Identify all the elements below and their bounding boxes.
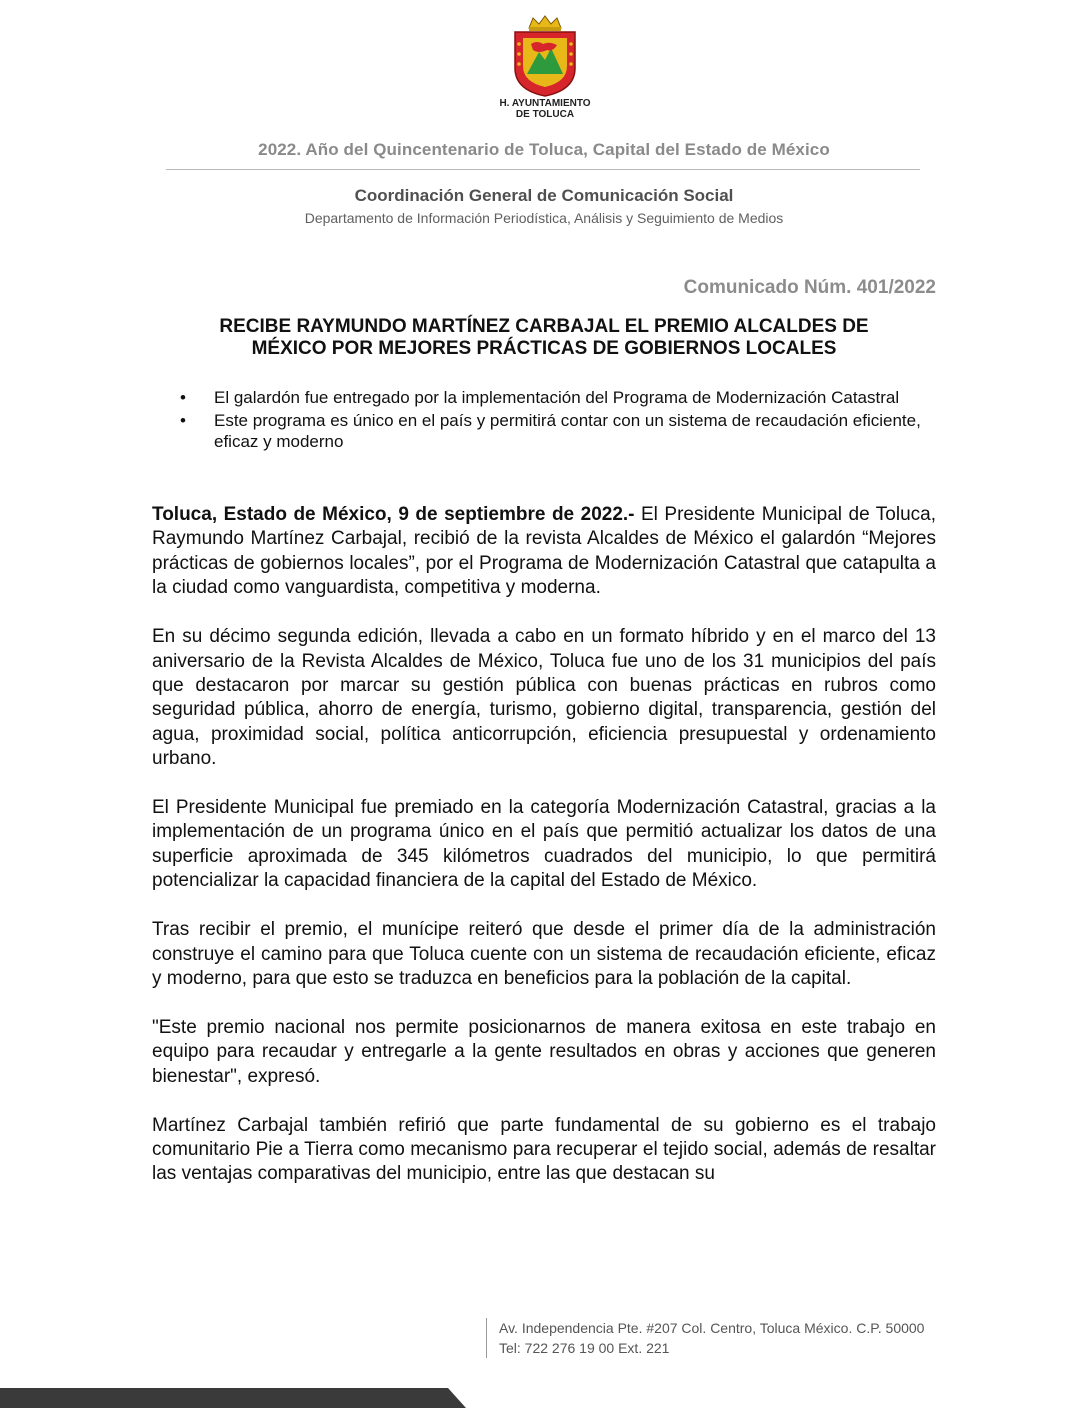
municipal-logo (490, 14, 600, 120)
paragraph-lead (152, 503, 936, 601)
footer-phone: Tel: 722 276 19 00 Ext. 221 (499, 1340, 670, 1356)
toluca-coat-of-arms-icon (507, 14, 583, 98)
bullet-text: El galardón fue entregado por la implementación del Programa de Modernización Catastral (214, 388, 900, 407)
headline (152, 316, 936, 360)
summary-bullet-item (180, 387, 940, 408)
paragraph: Tras recibir el premio, el munícipe reiteró que desde el primer día de la administración construye el camino para que Toluca cuente con un sistema de recaudación eficiente, eficaz y moderno, para que esto se traduzca en beneficios para la población de la capital. (152, 919, 936, 989)
department-subtitle: Departamento de Información Periodística, Análisis y Seguimiento de Medios (304, 210, 784, 226)
footer-address: Av. Independencia Pte. #207 Col. Centro, Toluca México. C.P. 50000 (499, 1320, 925, 1336)
paragraph: Martínez Carbajal también refirió que parte fundamental de su gobierno es el trabajo comunitario Pie a Tierra como mecanismo para recuperar el tejido social, además de resaltar las ventajas comparativas del municipio, entre las que destacan su (152, 1114, 936, 1185)
paragraph: En su décimo segunda edición, llevada a cabo en un formato híbrido y en el marco del 13 aniversario de la Revista Alcaldes de México, Toluca fue uno de los 31 municipios del país que destacaron por marcar su gestión pública con buenas prácticas en rubros como seguridad pública, ahorro de energía, turismo, gobierno digital, transparencia, gestión del agua, proximidad social, política anticorrupción, eficiencia presupuestal y ordenamiento urbano. (152, 626, 936, 770)
lead-text: El Presidente Municipal de Toluca, Raymundo Martínez Carbajal, recibió de la revista Alcaldes de México el galardón “Mejores prácticas de gobiernos locales”, por el Programa de Modernización Catastral que catapulta a la ciudad como vanguardista, competitiva y moderna. (152, 504, 936, 599)
header-divider (166, 169, 920, 170)
article-body (152, 503, 936, 1187)
dateline: Toluca, Estado de México, 9 de septiembre de 2022.- (152, 504, 635, 525)
headline-line-1: RECIBE RAYMUNDO MARTÍNEZ CARBAJAL EL PREMIO ALCALDES DE (219, 316, 869, 337)
footer-address-block (486, 1318, 924, 1358)
footer-bar (0, 1388, 1088, 1408)
bullet-dot-icon: • (180, 388, 186, 407)
paragraph: "Este premio nacional nos permite posicionarnos de manera exitosa en este trabajo en equipo para recaudar y entregarle a la gente resultados en obras y acciones que generen bienestar", expresó. (152, 1016, 936, 1087)
logo-caption-line2: DE TOLUCA (515, 109, 575, 120)
paragraph: El Presidente Municipal fue premiado en la categoría Modernización Catastral, gracias a la implementación de un programa único en el país que permitió actualizar los datos de una superficie aproximada de 345 kilómetros cuadrados del municipio, lo que permitirá potencializar la capacidad financiera de la capital del Estado de México. (152, 797, 936, 892)
summary-bullet-item (180, 410, 940, 452)
coordination-title: Coordinación General de Comunicación Social (354, 186, 734, 205)
bullet-dot-icon: • (180, 411, 186, 430)
logo-caption (490, 98, 600, 120)
release-number: Comunicado Núm. 401/2022 (683, 277, 936, 298)
year-banner: 2022. Año del Quincentenario de Toluca, Capital del Estado de México (258, 140, 830, 159)
summary-bullets (180, 387, 940, 454)
logo-caption-line1: H. AYUNTAMIENTO (499, 98, 591, 109)
bullet-text: Este programa es único en el país y permitirá contar con un sistema de recaudación eficiente, eficaz y moderno (214, 411, 921, 451)
headline-line-2: MÉXICO POR MEJORES PRÁCTICAS DE GOBIERNOS LOCALES (251, 338, 837, 359)
